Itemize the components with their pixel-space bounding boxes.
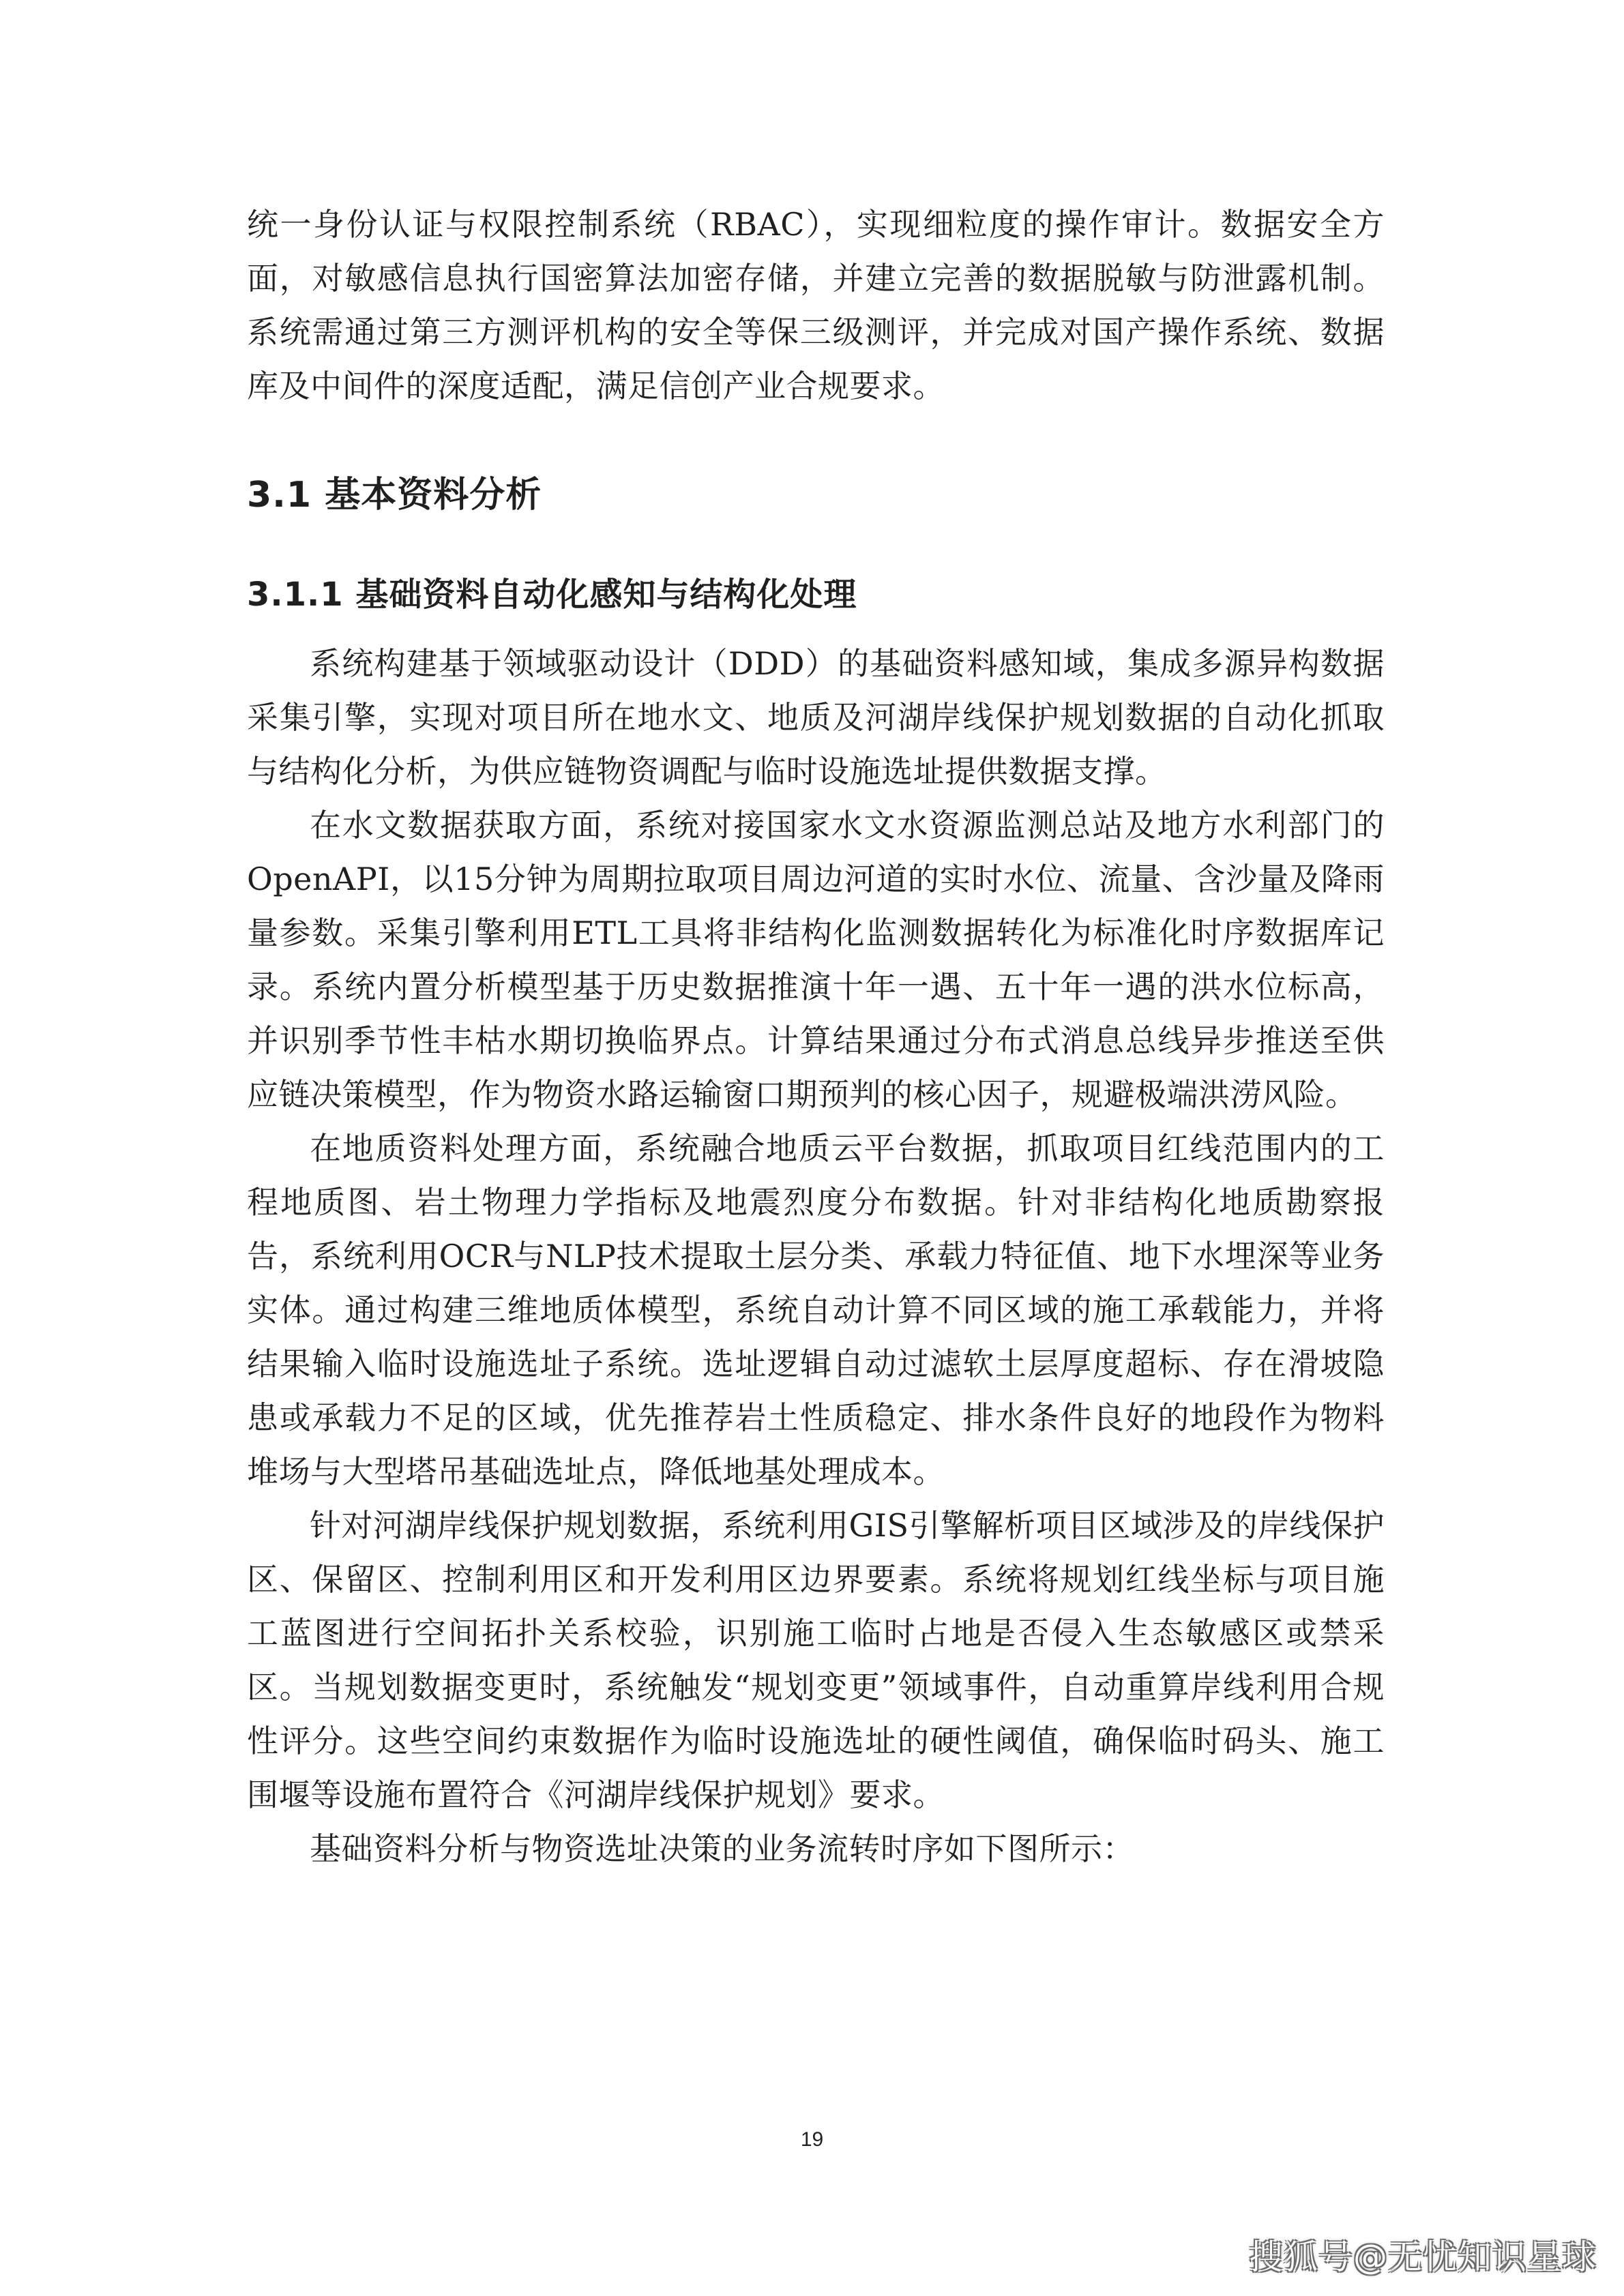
page-content <box>247 198 1385 1876</box>
paragraph-geology: 在地质资料处理方面，系统融合地质云平台数据，抓取项目红线范围内的工程地质图、岩土物理力学指标及地震烈度分布数据。针对非结构化地质勘察报告，系统利用OCR与NLP技术提取土层分类、承载力特征值、地下水埋深等业务实体。通过构建三维地质体模型，系统自动计算不同区域的施工承载能力，并将结果输入临时设施选址子系统。选址逻辑自动过滤软土层厚度超标、存在滑坡隐患或承载力不足的区域，优先推荐岩土性质稳定、排水条件良好的地段作为物料堆场与大型塔吊基础选址点，降低地基处理成本。 <box>247 1130 1385 1490</box>
paragraph-figure-intro: 基础资料分析与物资选址决策的业务流转时序如下图所示： <box>310 1830 1134 1867</box>
paragraph-hydrology: 在水文数据获取方面，系统对接国家水文水资源监测总站及地方水利部门的OpenAPI，以15分钟为周期拉取项目周边河道的实时水位、流量、含沙量及降雨量参数。采集引擎利用ETL工具将非结构化监测数据转化为标准化时序数据库记录。系统内置分析模型基于历史数据推演十年一遇、五十年一遇的洪水位标高，并识别季节性丰枯水期切换临界点。计算结果通过分布式消息总线异步推送至供应链决策模型，作为物资水路运输窗口期预判的核心因子，规避极端洪涝风险。 <box>247 807 1385 1113</box>
page-number: 19 <box>800 2128 824 2151</box>
paragraph-shoreline: 针对河湖岸线保护规划数据，系统利用GIS引擎解析项目区域涉及的岸线保护区、保留区、控制利用区和开发利用区边界要素。系统将规划红线坐标与项目施工蓝图进行空间拓扑关系校验，识别施工临时占地是否侵入生态敏感区或禁采区。当规划数据变更时，系统触发“规划变更”领域事件，自动重算岸线利用合规性评分。这些空间约束数据作为临时设施选址的硬性阈值，确保临时码头、施工围堰等设施布置符合《河湖岸线保护规划》要求。 <box>247 1507 1385 1813</box>
watermark-text: 搜狐号@无忧知识星球 <box>1249 2237 1597 2277</box>
section-heading: 3.1 基本资料分析 <box>247 475 542 516</box>
intro-paragraph: 统一身份认证与权限控制系统（RBAC），实现细粒度的操作审计。数据安全方面，对敏感信息执行国密算法加密存储，并建立完善的数据脱敏与防泄露机制。系统需通过第三方测评机构的安全等保三级测评，并完成对国产操作系统、数据库及中间件的深度适配，满足信创产业合规要求。 <box>247 206 1385 404</box>
paragraph-overview: 系统构建基于领域驱动设计（DDD）的基础资料感知域，集成多源异构数据采集引擎，实现对项目所在地水文、地质及河湖岸线保护规划数据的自动化抓取与结构化分析，为供应链物资调配与临时设施选址提供数据支撑。 <box>247 645 1385 790</box>
subsection-heading: 3.1.1 基础资料自动化感知与结构化处理 <box>247 576 857 614</box>
